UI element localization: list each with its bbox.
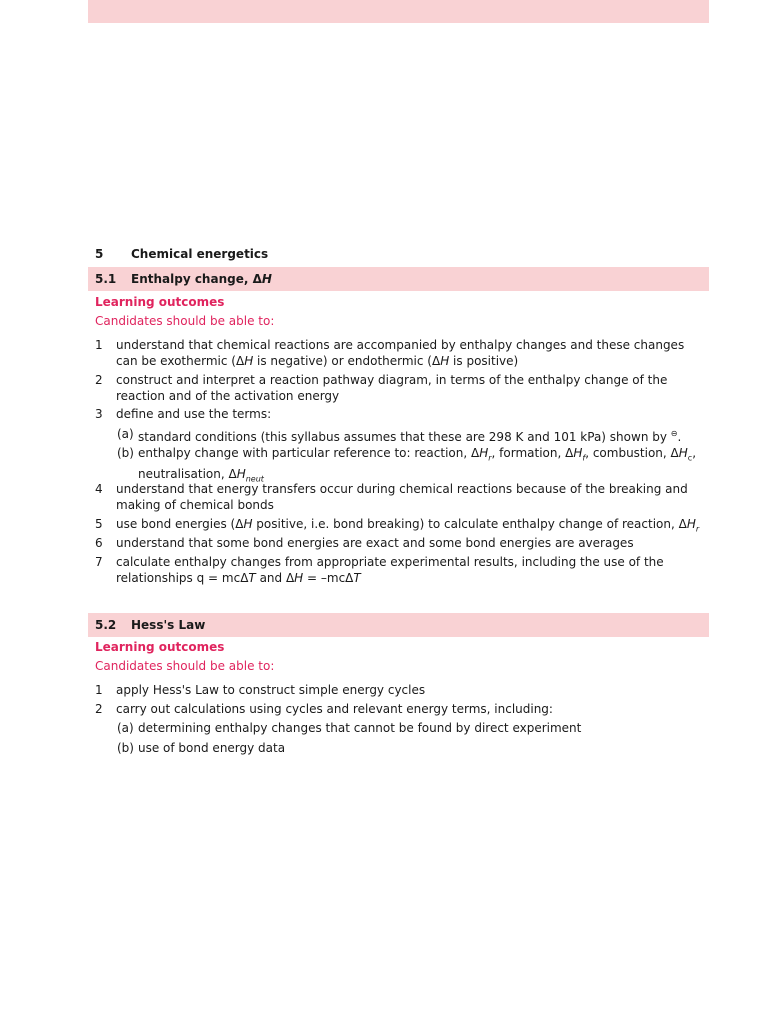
candidates-intro: Candidates should be able to: [95,659,275,673]
section-title [95,247,268,261]
outcome-item: 1 understand that chemical reactions are accompanied by enthalpy changes and these changes can be exothermic (ΔH is negative) or endothermic (ΔH is positive) [95,338,685,368]
outcome-subitem: (a) determining enthalpy changes that cannot be found by direct experiment [117,721,582,735]
outcome-item: 1 apply Hess's Law to construct simple energy cycles [95,683,426,697]
subsection-5-2-band [88,613,709,637]
subsection-5-1-band [88,267,709,291]
outcome-item: 2 carry out calculations using cycles and relevant energy terms, including: [95,702,553,716]
section-number: 5 [95,247,104,261]
outcome-subitem: (b) enthalpy change with particular reference to: reaction, $\Delta H_r$, formation, $\Delta H_f$, combustion, $\Delta H_c$, neutralisation, $\Delta H_{neut}$ [117,446,697,484]
outcome-item: 6 understand that some bond energies are exact and some bond energies are averages [95,536,634,550]
subsection-number: 5.2 [95,618,117,632]
subsection-title: Enthalpy change, Δ [131,272,262,286]
header-band [88,0,709,23]
outcome-item: 7 calculate enthalpy changes from appropriate experimental results, including the use of the relationships q = mcΔT and ΔH = –mcΔT [95,555,664,585]
subsection-title: Hess's Law [131,618,206,632]
learning-outcomes-heading: Learning outcomes [95,295,225,309]
outcome-item: 3 define and use the terms: [95,407,272,421]
outcome-item: 2 construct and interpret a reaction pathway diagram, in terms of the enthalpy change of the reaction and of the activation energy [95,373,668,403]
section-title-text: Chemical energetics [131,247,269,261]
outcome-subitem: (b) use of bond energy data [117,741,286,755]
outcome-item: 5 use bond energies (ΔH positive, i.e. bond breaking) to calculate enthalpy change of reaction, $\Delta H_r$ [95,517,700,534]
outcome-subitem: (a) standard conditions (this syllabus assumes that these are 298 K and 101 kPa) shown by ⊖. [117,427,682,444]
candidates-intro: Candidates should be able to: [95,314,275,328]
learning-outcomes-heading: Learning outcomes [95,640,225,654]
outcome-item: 4 understand that energy transfers occur during chemical reactions because of the breaking and making of chemical bonds [95,482,688,512]
subsection-title-var: H [261,272,272,286]
subsection-number: 5.1 [95,272,117,286]
